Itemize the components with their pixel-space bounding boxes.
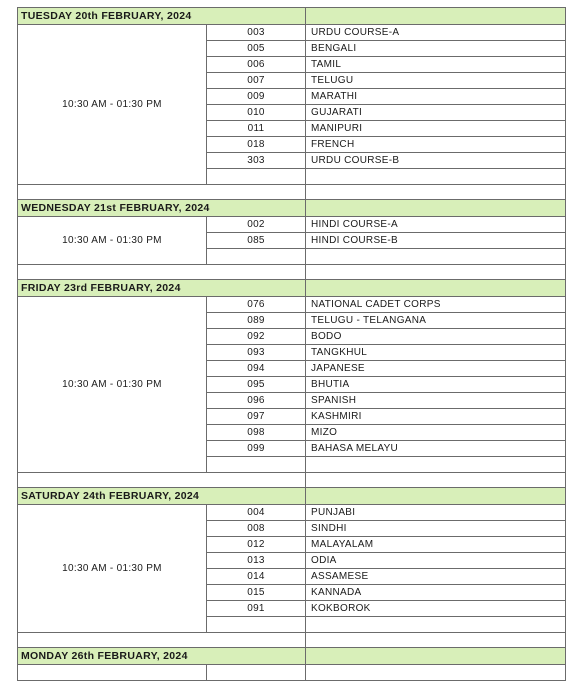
subject-code: 098 — [207, 425, 306, 441]
day-header-row — [18, 280, 566, 297]
subject-code — [207, 665, 306, 681]
subject-code — [207, 249, 306, 265]
subject-code: 094 — [207, 361, 306, 377]
spacer-cell — [306, 633, 566, 648]
subject-name: BODO — [306, 329, 566, 345]
subject-code — [207, 169, 306, 185]
exam-time: 10:30 AM - 01:30 PM — [18, 217, 207, 265]
subject-code: 007 — [207, 73, 306, 89]
subject-name: TELUGU — [306, 73, 566, 89]
day-header-blank — [306, 200, 566, 217]
subject-name: URDU COURSE-B — [306, 153, 566, 169]
spacer-cell — [18, 473, 306, 488]
subject-code — [207, 457, 306, 473]
spacer-cell — [18, 633, 306, 648]
subject-code: 006 — [207, 57, 306, 73]
subject-code: 013 — [207, 553, 306, 569]
spacer-cell — [306, 265, 566, 280]
subject-name: ASSAMESE — [306, 569, 566, 585]
day-title: TUESDAY 20th FEBRUARY, 2024 — [18, 8, 306, 25]
subject-code: 010 — [207, 105, 306, 121]
subject-name: KANNADA — [306, 585, 566, 601]
exam-time — [18, 665, 207, 681]
subject-name: NATIONAL CADET CORPS — [306, 297, 566, 313]
subject-code: 089 — [207, 313, 306, 329]
subject-name: GUJARATI — [306, 105, 566, 121]
subject-code: 004 — [207, 505, 306, 521]
subject-code: 018 — [207, 137, 306, 153]
subject-name: FRENCH — [306, 137, 566, 153]
subject-name — [306, 617, 566, 633]
subject-code: 011 — [207, 121, 306, 137]
subject-code: 093 — [207, 345, 306, 361]
subject-name: TELUGU - TELANGANA — [306, 313, 566, 329]
subject-code: 303 — [207, 153, 306, 169]
day-title: MONDAY 26th FEBRUARY, 2024 — [18, 648, 306, 665]
subject-name: BAHASA MELAYU — [306, 441, 566, 457]
spacer-cell — [306, 473, 566, 488]
subject-name: TAMIL — [306, 57, 566, 73]
spacer-cell — [306, 185, 566, 200]
day-header-blank — [306, 280, 566, 297]
day-header-row — [18, 200, 566, 217]
day-header-blank — [306, 488, 566, 505]
subject-name: HINDI COURSE-B — [306, 233, 566, 249]
subject-name — [306, 169, 566, 185]
exam-time: 10:30 AM - 01:30 PM — [18, 505, 207, 633]
subject-row — [18, 505, 566, 521]
subject-code: 003 — [207, 25, 306, 41]
subject-code: 005 — [207, 41, 306, 57]
subject-name: SPANISH — [306, 393, 566, 409]
subject-name: HINDI COURSE-A — [306, 217, 566, 233]
subject-name: TANGKHUL — [306, 345, 566, 361]
day-title: SATURDAY 24th FEBRUARY, 2024 — [18, 488, 306, 505]
subject-name: PUNJABI — [306, 505, 566, 521]
subject-code: 097 — [207, 409, 306, 425]
subject-name — [306, 457, 566, 473]
subject-name: MIZO — [306, 425, 566, 441]
subject-code: 009 — [207, 89, 306, 105]
block-spacer — [18, 265, 566, 280]
exam-schedule-sheet — [17, 7, 565, 681]
subject-code: 008 — [207, 521, 306, 537]
day-title: FRIDAY 23rd FEBRUARY, 2024 — [18, 280, 306, 297]
subject-name: JAPANESE — [306, 361, 566, 377]
subject-code: 096 — [207, 393, 306, 409]
subject-name: MANIPURI — [306, 121, 566, 137]
subject-code: 076 — [207, 297, 306, 313]
subject-code: 002 — [207, 217, 306, 233]
subject-code — [207, 617, 306, 633]
day-header-blank — [306, 8, 566, 25]
subject-name: BENGALI — [306, 41, 566, 57]
spacer-cell — [18, 185, 306, 200]
subject-code: 085 — [207, 233, 306, 249]
schedule-body — [18, 8, 566, 681]
day-header-row — [18, 8, 566, 25]
subject-code: 091 — [207, 601, 306, 617]
subject-name: ODIA — [306, 553, 566, 569]
subject-code: 015 — [207, 585, 306, 601]
subject-name: MALAYALAM — [306, 537, 566, 553]
day-header-row — [18, 488, 566, 505]
subject-name: KASHMIRI — [306, 409, 566, 425]
subject-code: 092 — [207, 329, 306, 345]
subject-name: SINDHI — [306, 521, 566, 537]
day-header-blank — [306, 648, 566, 665]
subject-row — [18, 665, 566, 681]
subject-name — [306, 665, 566, 681]
day-header-row — [18, 648, 566, 665]
subject-name: URDU COURSE-A — [306, 25, 566, 41]
block-spacer — [18, 473, 566, 488]
subject-row — [18, 217, 566, 233]
subject-row — [18, 297, 566, 313]
block-spacer — [18, 185, 566, 200]
subject-name — [306, 249, 566, 265]
subject-name: BHUTIA — [306, 377, 566, 393]
exam-schedule-table — [17, 7, 566, 681]
subject-row — [18, 25, 566, 41]
subject-name: KOKBOROK — [306, 601, 566, 617]
block-spacer — [18, 633, 566, 648]
spacer-cell — [18, 265, 306, 280]
day-title: WEDNESDAY 21st FEBRUARY, 2024 — [18, 200, 306, 217]
subject-code: 014 — [207, 569, 306, 585]
subject-code: 012 — [207, 537, 306, 553]
subject-name: MARATHI — [306, 89, 566, 105]
exam-time: 10:30 AM - 01:30 PM — [18, 25, 207, 185]
subject-code: 095 — [207, 377, 306, 393]
exam-time: 10:30 AM - 01:30 PM — [18, 297, 207, 473]
subject-code: 099 — [207, 441, 306, 457]
